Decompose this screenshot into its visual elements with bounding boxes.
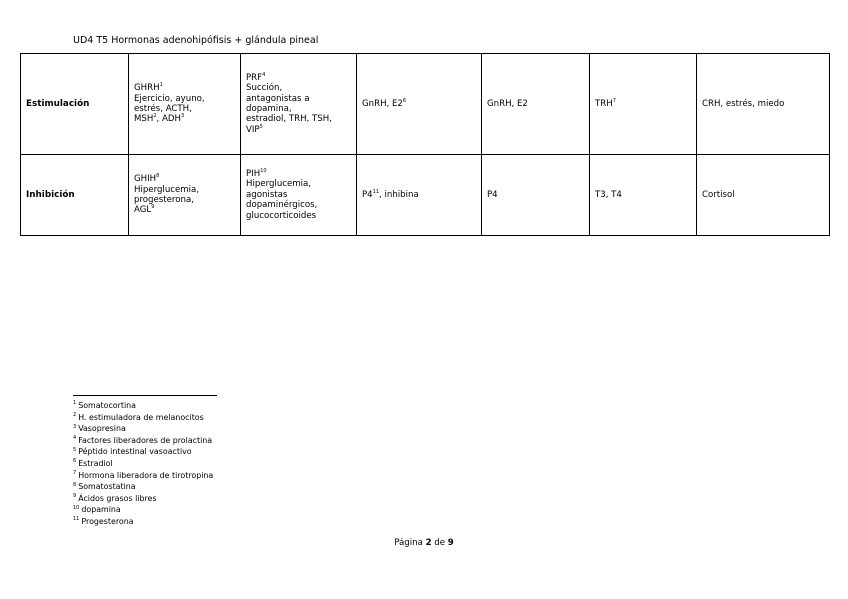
cell-text: glucocorticoides: [246, 210, 317, 221]
document-title: UD4 T5 Hormonas adenohipófisis + glándula pineal: [73, 35, 319, 46]
cell-text: Hiperglucemia,: [134, 184, 200, 195]
footnote-item: [73, 423, 213, 435]
cell-text: AGL: [134, 205, 152, 216]
cell-text: progesterona,: [134, 195, 194, 205]
cell-line: [246, 94, 351, 104]
footnote-text: Somatostatina: [78, 482, 136, 492]
cell-text: dopaminérgicos,: [246, 200, 318, 211]
table-cell: [241, 54, 357, 155]
cell-line: [246, 190, 351, 200]
cell-text: MSH: [134, 114, 154, 125]
table-cell: [590, 54, 697, 155]
footnote-ref: 4: [262, 71, 266, 78]
page-number: [0, 538, 848, 548]
cell-line: [134, 174, 235, 184]
footnote-item: [73, 400, 213, 412]
current-page: 2: [425, 538, 432, 548]
cell-text: CRH, estrés, miedo: [702, 98, 785, 109]
cell-text: Succión,: [246, 83, 283, 94]
cell-text: estrés, ACTH,: [134, 104, 192, 114]
footnote-ref: 6: [402, 97, 407, 104]
cell-line: [487, 190, 584, 200]
cell-line: [246, 104, 351, 114]
footnote-ref: 2: [153, 113, 157, 120]
footnote-number: 3: [73, 423, 77, 430]
footnote-text: dopamina: [81, 505, 121, 515]
footnote-number: 2: [73, 411, 77, 418]
cell-text: , inhibina: [379, 189, 419, 200]
cell-line: [246, 83, 351, 93]
cell-line: [134, 94, 235, 104]
footnote-text: Ácidos grasos libres: [78, 493, 157, 503]
footnote-separator: [73, 395, 217, 396]
footnote-item: [73, 446, 213, 458]
cell-line: [134, 205, 235, 215]
footnote-ref: 3: [180, 113, 185, 120]
footnote-text: Vasopresina: [78, 424, 126, 434]
cell-line: [487, 99, 584, 109]
cell-text: Cortisol: [702, 189, 735, 200]
cell-line: [134, 185, 235, 195]
footnote-item: [73, 458, 213, 470]
cell-line: [362, 99, 476, 109]
cell-text: antagonistas a: [246, 93, 310, 104]
cell-line: [246, 125, 351, 135]
cell-line: [246, 73, 351, 83]
cell-line: [702, 190, 824, 200]
footnotes-list: [73, 400, 213, 528]
footnote-text: Factores liberadores de prolactina: [78, 435, 213, 445]
cell-line: [134, 114, 235, 124]
cell-text: estradiol, TRH, TSH,: [246, 114, 332, 125]
cell-text: GnRH, E2: [362, 98, 403, 109]
cell-text: PIH: [246, 168, 261, 179]
footnote-number: 8: [73, 481, 77, 488]
footnote-ref: 1: [159, 82, 163, 89]
footnote-number: 5: [73, 446, 77, 453]
footnote-text: Péptido intestinal vasoactivo: [78, 447, 192, 457]
footnote-item: [73, 504, 213, 516]
cell-line: [595, 99, 691, 109]
footnote-number: 11: [73, 516, 80, 523]
footnote-ref: 9: [151, 204, 155, 211]
footnote-item: [73, 516, 213, 528]
cell-line: [134, 83, 235, 93]
table-row-stimulation: [21, 54, 830, 155]
row-header-stimulation: Estimulación: [21, 54, 129, 155]
table-cell: [129, 155, 241, 236]
footnote-text: Hormona liberadora de tirotropina: [78, 470, 214, 480]
cell-text: PRF: [246, 72, 263, 83]
cell-line: [134, 195, 235, 205]
cell-text: TRH: [595, 98, 613, 109]
footnote-item: [73, 493, 213, 505]
cell-text: VIP: [246, 124, 260, 135]
cell-line: [246, 179, 351, 189]
footnote-ref: 10: [260, 167, 267, 174]
footnote-number: 4: [73, 435, 77, 442]
cell-line: [246, 211, 351, 221]
page-prefix: Página: [394, 538, 423, 548]
footnote-text: H. estimuladora de melanocitos: [78, 412, 204, 422]
table-cell: [357, 54, 482, 155]
footnote-number: 7: [73, 469, 77, 476]
cell-text: , ADH: [156, 114, 181, 125]
cell-line: [246, 200, 351, 210]
table-row-inhibition: [21, 155, 830, 236]
cell-text: GHIH: [134, 174, 157, 185]
cell-text: Hiperglucemia,: [246, 179, 312, 190]
cell-text: T3, T4: [595, 189, 622, 200]
footnote-number: 1: [73, 400, 77, 407]
cell-line: [702, 99, 824, 109]
table-cell: [241, 155, 357, 236]
footnote-item: [73, 470, 213, 482]
footnote-ref: 5: [259, 124, 263, 131]
hormone-regulation-table: [20, 53, 830, 236]
table-cell: [697, 155, 830, 236]
row-header-inhibition: Inhibición: [21, 155, 129, 236]
footnote-ref: 8: [156, 173, 160, 180]
footnote-number: 6: [73, 458, 77, 465]
total-pages: 9: [447, 538, 454, 548]
cell-text: P4: [487, 189, 498, 200]
cell-text: Ejercicio, ayuno,: [134, 93, 205, 104]
footnote-ref: 7: [612, 97, 616, 104]
table-cell: [357, 155, 482, 236]
page-separator: de: [434, 538, 446, 548]
cell-line: [595, 190, 691, 200]
table-cell: [482, 54, 590, 155]
cell-text: P4: [362, 189, 373, 200]
footnote-ref: 11: [372, 188, 380, 195]
footnote-number: 9: [73, 493, 77, 500]
table-cell: [590, 155, 697, 236]
footnote-item: [73, 412, 213, 424]
footnote-text: Somatocortina: [78, 401, 136, 410]
cell-text: agonistas: [246, 189, 288, 200]
cell-text: GHRH: [134, 83, 160, 94]
footnote-item: [73, 481, 213, 493]
cell-text: GnRH, E2: [487, 98, 528, 109]
table-cell: [697, 54, 830, 155]
cell-line: [134, 104, 235, 114]
cell-line: [362, 190, 476, 200]
cell-line: [246, 169, 351, 179]
cell-text: dopamina,: [246, 104, 292, 114]
table-cell: [129, 54, 241, 155]
footnote-item: [73, 435, 213, 447]
footnote-number: 10: [73, 504, 80, 511]
footnote-text: Progesterona: [81, 516, 134, 526]
footnote-text: Estradiol: [78, 458, 113, 468]
table-cell: [482, 155, 590, 236]
